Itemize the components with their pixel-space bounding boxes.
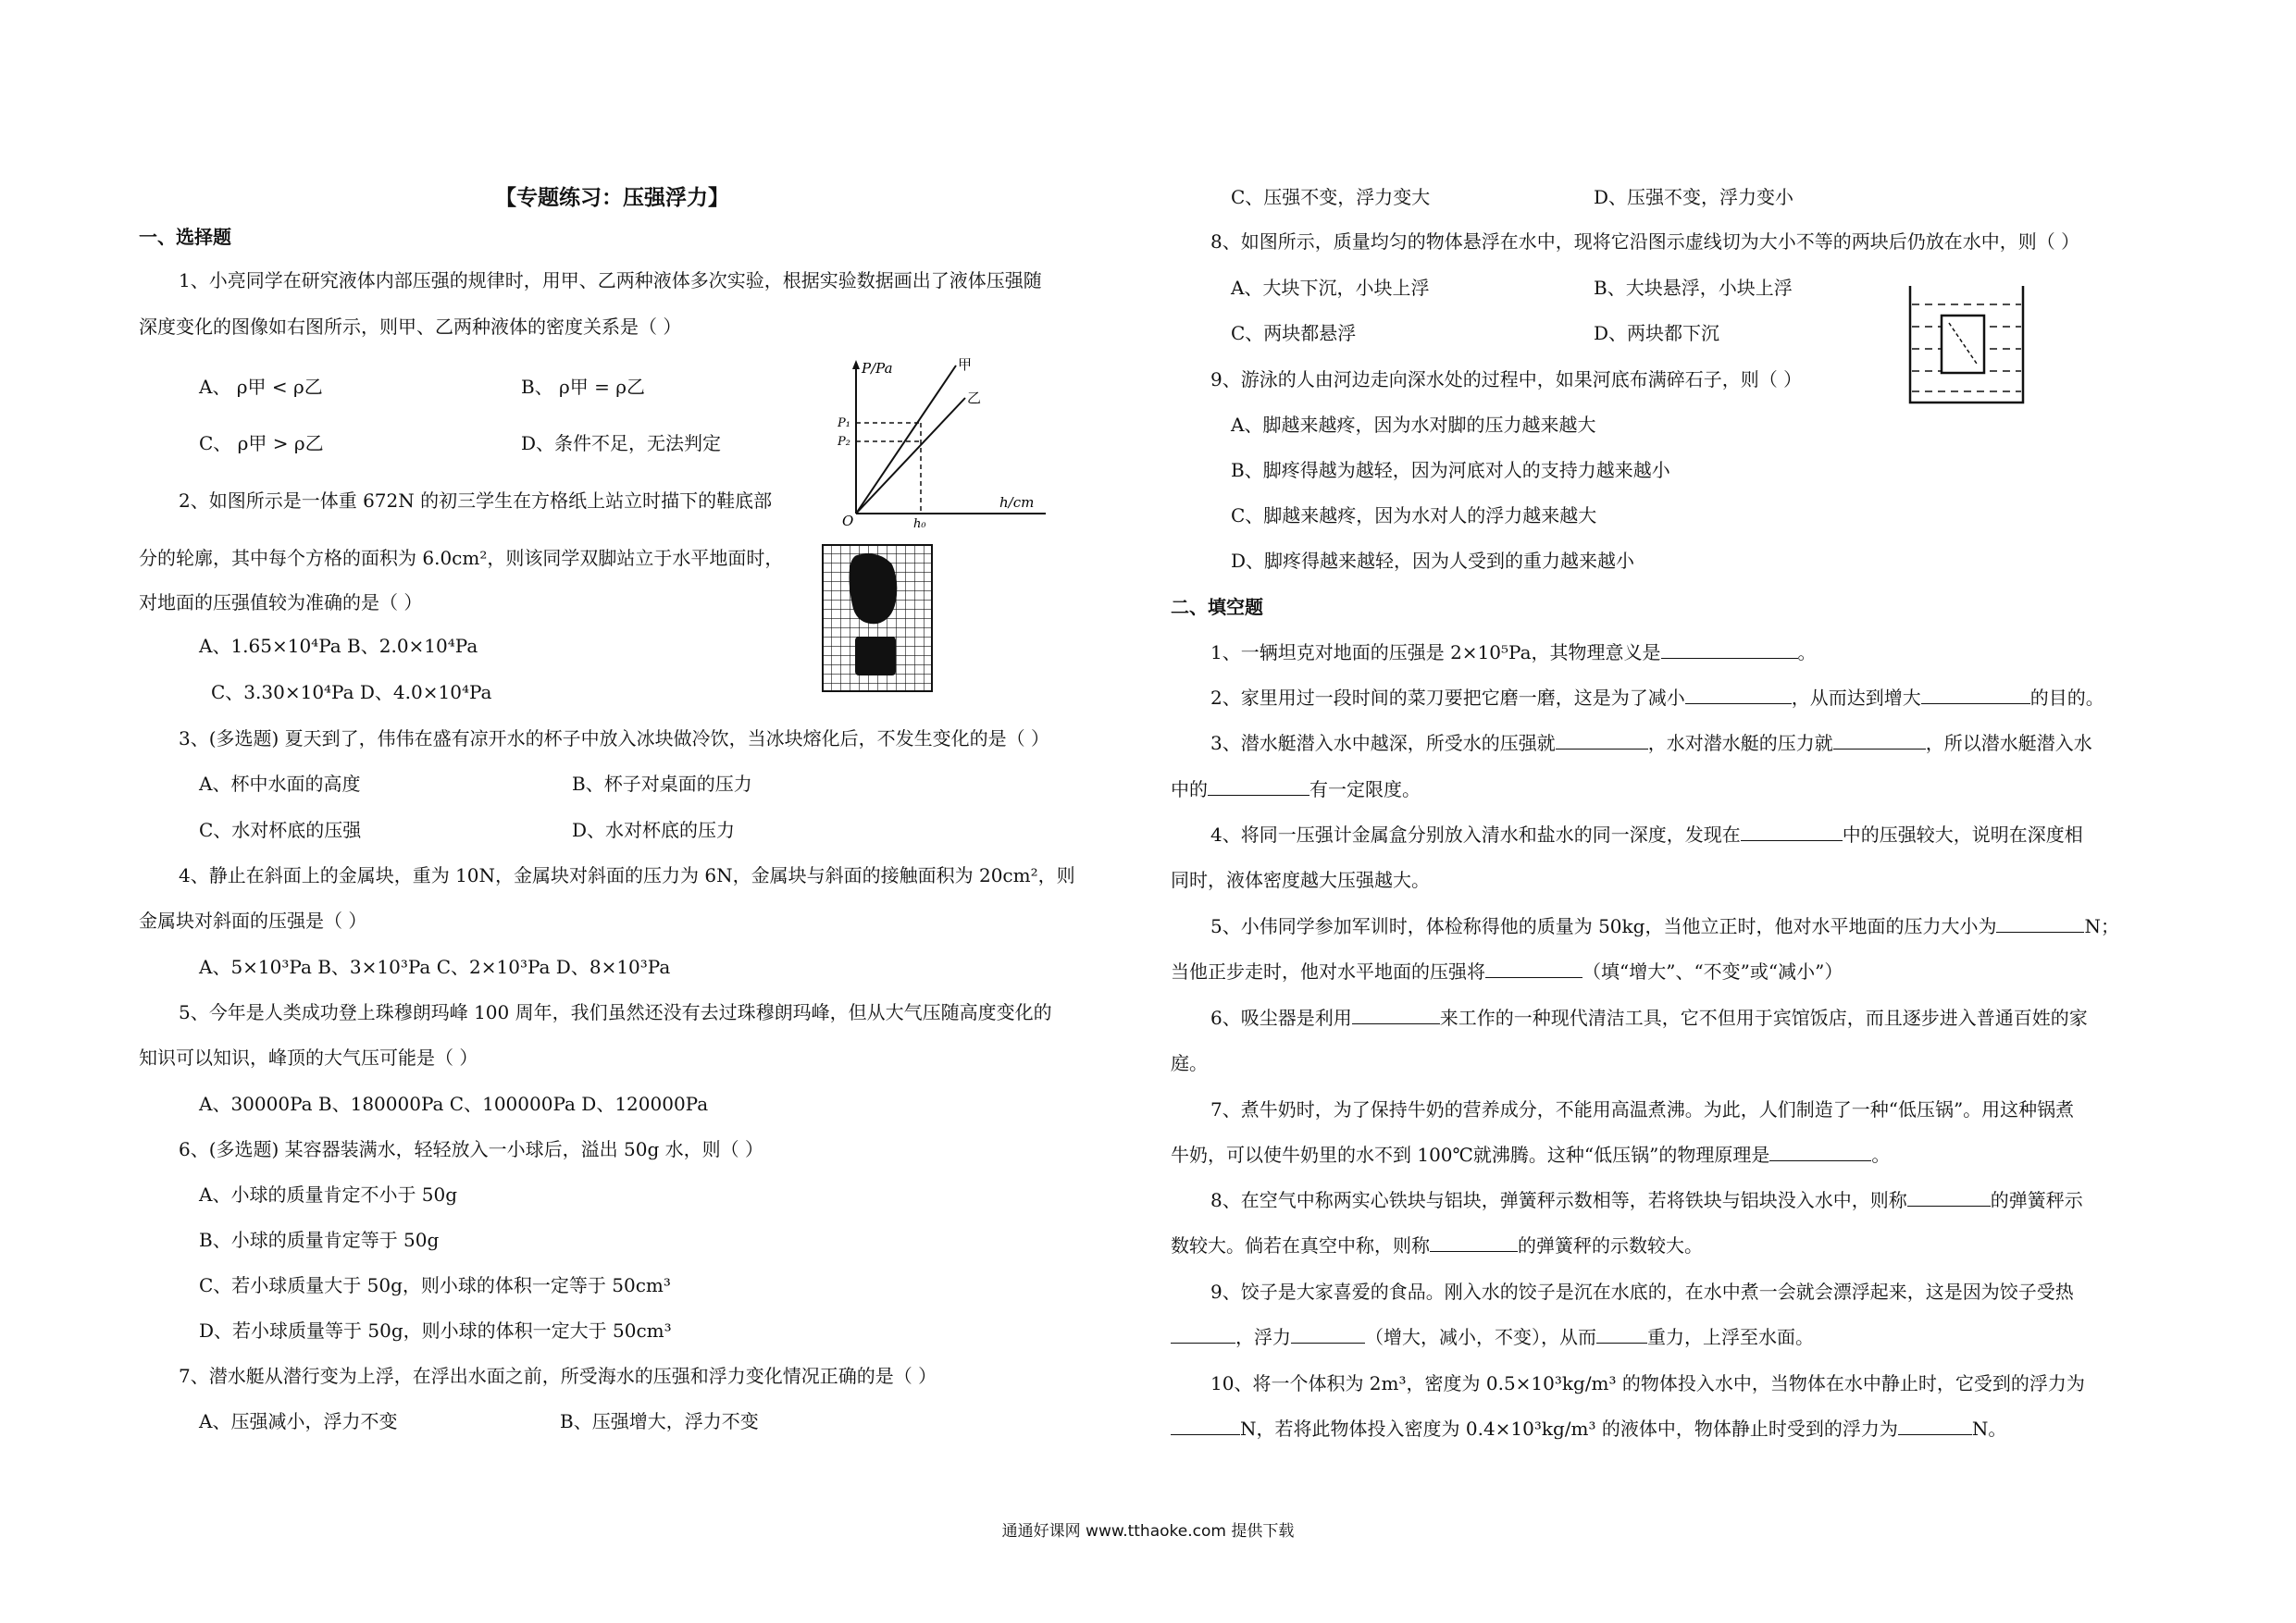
q8-option-b: B、大块悬浮，小块上浮: [1594, 277, 1793, 299]
origin-label: O: [842, 513, 854, 527]
q2-stem-2: 分的轮廓，其中每个方格的面积为 6.0cm²，则该同学双脚站立于水平地面时，: [139, 547, 784, 569]
shoe-outline-grid: [822, 544, 933, 692]
q3-option-c: C、水对杯底的压强: [199, 819, 362, 841]
q4-stem-2: 金属块对斜面的压强是（ ）: [139, 910, 367, 932]
line-yi-label: 乙: [967, 390, 982, 406]
section-fill-heading: 二、填空题: [1171, 596, 1263, 618]
q9-stem: 9、游泳的人由河边走向深水处的过程中，如果河底布满碎石子，则（ ）: [1210, 368, 1803, 390]
floating-object-figure: [1906, 282, 2027, 407]
q3-stem: 3、(多选题) 夏天到了，伟伟在盛有凉开水的杯子中放入冰块做冷饮，当冰块熔化后，不发生变化的是（ ）: [179, 727, 1050, 750]
shoe-sole-shape: [850, 553, 898, 624]
q2-stem-3: 对地面的压强值较为准确的是（ ）: [139, 591, 423, 613]
fill-q2: 2、家里用过一段时间的菜刀要把它磨一磨，这是为了减小 ，从而达到增大 的目的。: [1210, 687, 2104, 709]
q9-option-c: C、脚越来越疼，因为水对人的浮力越来越大: [1231, 504, 1597, 527]
q1-stem-2: 深度变化的图像如右图所示，则甲、乙两种液体的密度关系是（ ）: [139, 316, 682, 338]
q8-option-c: C、两块都悬浮: [1231, 322, 1357, 344]
q3-option-b: B、杯子对桌面的压力: [572, 773, 752, 795]
q6-option-d: D、若小球质量等于 50g，则小球的体积一定大于 50cm³: [199, 1319, 672, 1342]
q5-options: A、30000Pa B、180000Pa C、100000Pa D、120000Pa: [199, 1093, 709, 1115]
fill-q6-line1: 6、吸尘器是利用 来工作的一种现代清洁工具，它不但用于宾馆饭店，而且逐步进入普通百姓的家: [1210, 1007, 2088, 1029]
line-yi: [856, 398, 965, 514]
fill-q7-line1: 7、煮牛奶时，为了保持牛奶的营养成分，不能用高温煮沸。为此，人们制造了一种“低压锅”。用这种锅煮: [1210, 1098, 2075, 1121]
q3-option-a: A、杯中水面的高度: [199, 773, 361, 795]
q7-stem: 7、潜水艇从潜行变为上浮，在浮出水面之前，所受海水的压强和浮力变化情况正确的是（ ）: [179, 1365, 937, 1387]
fill-q4-line2: 同时，液体密度越大压强越大。: [1171, 869, 1430, 891]
fill-q3-line1: 3、潜水艇潜入水中越深，所受水的压强就 ，水对潜水艇的压力就 ，所以潜水艇潜入水: [1210, 732, 2092, 754]
fill-q9-line1: 9、饺子是大家喜爱的食品。刚入水的饺子是沉在水底的，在水中煮一会就会漂浮起来，这是因为饺子受热: [1210, 1281, 2074, 1303]
q2-stem-1: 2、如图所示是一体重 672N 的初三学生在方格纸上站立时描下的鞋底部: [179, 489, 773, 512]
footer-credit: 通通好课网 www.tthaoke.com 提供下载: [1001, 1522, 1295, 1541]
fill-q10-line1: 10、将一个体积为 2m³，密度为 0.5×10³kg/m³ 的物体投入水中，当物体在水中静止时，它受到的浮力为: [1210, 1372, 2085, 1394]
q1-option-a: A、 ρ甲 < ρ乙: [199, 376, 323, 398]
q4-stem-1: 4、静止在斜面上的金属块，重为 10N，金属块对斜面的压力为 6N，金属块与斜面的接触面积为 20cm²，则: [179, 864, 1075, 886]
q9-option-a: A、脚越来越疼，因为水对脚的压力越来越大: [1231, 414, 1596, 436]
q6-option-c: C、若小球质量大于 50g，则小球的体积一定等于 50cm³: [199, 1274, 671, 1296]
fill-q8-line1: 8、在空气中称两实心铁块与铝块，弹簧秤示数相等，若将铁块与铝块没入水中，则称 的弹簧秤示: [1210, 1189, 2083, 1211]
q5-stem-1: 5、今年是人类成功登上珠穆朗玛峰 100 周年，我们虽然还没有去过珠穆朗玛峰，但从大气压随高度变化的: [179, 1001, 1052, 1023]
q7-option-a: A、压强减小，浮力不变: [199, 1410, 398, 1432]
fill-q1: 1、一辆坦克对地面的压强是 2×10⁵Pa，其物理意义是 。: [1210, 641, 1817, 663]
p1-label: P₁: [838, 416, 850, 430]
shoe-heel-shape: [855, 637, 896, 675]
q8-option-a: A、大块下沉，小块上浮: [1231, 277, 1430, 299]
section-choice-heading: 一、选择题: [139, 226, 231, 248]
q5-stem-2: 知识可以知识，峰顶的大气压可能是（ ）: [139, 1047, 478, 1069]
fill-q6-line2: 庭。: [1171, 1052, 1208, 1074]
q1-option-b: B、 ρ甲 = ρ乙: [521, 376, 646, 398]
q1-option-c: C、 ρ甲 > ρ乙: [199, 432, 324, 454]
q2-options-ab: A、1.65×10⁴Pa B、2.0×10⁴Pa: [199, 635, 478, 657]
q4-options: A、5×10³Pa B、3×10³Pa C、2×10³Pa D、8×10³Pa: [199, 956, 671, 978]
q8-stem: 8、如图所示，质量均匀的物体悬浮在水中，现将它沿图示虚线切为大小不等的两块后仍放在水中，则（ ）: [1210, 230, 2080, 253]
q3-option-d: D、水对杯底的压力: [572, 819, 736, 841]
fill-q4-line1: 4、将同一压强计金属盒分别放入清水和盐水的同一深度，发现在 中的压强较大，说明在深度相: [1210, 824, 2083, 846]
q1-stem-1: 1、小亮同学在研究液体内部压强的规律时，用甲、乙两种液体多次实验，根据实验数据画出了液体压强随: [179, 269, 1042, 291]
line-jia: [856, 365, 956, 514]
fill-q7-line2: 牛奶，可以使牛奶里的水不到 100℃就沸腾。这种“低压锅”的物理原理是 。: [1171, 1144, 1891, 1166]
fill-q8-line2: 数较大。倘若在真空中称，则称 的弹簧秤的示数较大。: [1171, 1234, 1703, 1257]
q6-option-b: B、小球的质量肯定等于 50g: [199, 1229, 440, 1251]
h0-label: h₀: [913, 517, 926, 527]
q9-option-d: D、脚疼得越来越轻，因为人受到的重力越来越小: [1231, 550, 1635, 572]
x-axis-label: h/cm: [999, 494, 1035, 511]
q6-stem: 6、(多选题) 某容器装满水，轻轻放入一小球后，溢出 50g 水，则（ ）: [179, 1138, 764, 1160]
q2-options-cd: C、3.30×10⁴Pa D、4.0×10⁴Pa: [211, 681, 492, 703]
fill-q5-line1: 5、小伟同学参加军训时，体检称得他的质量为 50kg，当他立正时，他对水平地面的压力大小为 N；: [1210, 915, 2119, 937]
fill-q3-line2: 中的 有一定限度。: [1171, 778, 1421, 800]
fill-q5-line2: 当他正步走时，他对水平地面的压强将 （填“增大”、“不变”或“减小”）: [1171, 960, 1843, 983]
q6-option-a: A、小球的质量肯定不小于 50g: [199, 1183, 458, 1206]
y-axis-label: P/Pa: [862, 360, 893, 377]
q8-option-d: D、两块都下沉: [1594, 322, 1720, 344]
pressure-depth-graph: [838, 356, 1050, 527]
q9-option-b: B、脚疼得越为越轻，因为河底对人的支持力越来越小: [1231, 459, 1670, 481]
q7-option-b: B、压强增大，浮力不变: [560, 1410, 759, 1432]
q7-option-d: D、压强不变，浮力变小: [1594, 186, 1794, 208]
fill-q9-line2: ，浮力 （增大，减小，不变），从而 重力，上浮至水面。: [1171, 1325, 1814, 1349]
floating-block: [1942, 316, 1984, 373]
p2-label: P₂: [838, 435, 850, 449]
q1-option-d: D、条件不足，无法判定: [521, 432, 722, 454]
line-jia-label: 甲: [958, 356, 973, 373]
page-title: 【专题练习：压强浮力】: [495, 186, 729, 210]
q7-option-c: C、压强不变，浮力变大: [1231, 186, 1431, 208]
fill-q10-line2: N，若将此物体投入密度为 0.4×10³kg/m³ 的液体中，物体静止时受到的浮力为 N。: [1171, 1417, 2006, 1441]
